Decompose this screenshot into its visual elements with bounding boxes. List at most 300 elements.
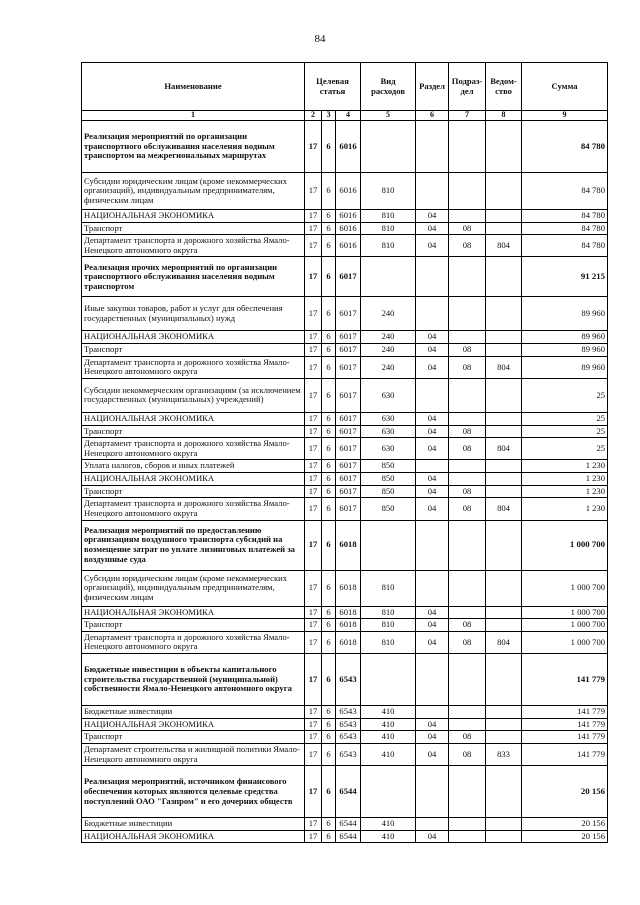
- row-sum: 25: [522, 425, 608, 438]
- table-row: [82, 209, 608, 222]
- row-name: Субсидии юридическим лицам (кроме некоммерческих организаций), индивидуальным предпринимателям, физическим лицам: [82, 570, 305, 606]
- row-c3: 6: [322, 356, 336, 378]
- row-name: Реализация мероприятий по организации транспортного обслуживания населения водным транспортом на межрегиональных маршрутах: [82, 120, 305, 172]
- row-section: 04: [416, 235, 449, 257]
- row-section: [416, 172, 449, 209]
- row-c4: 6544: [336, 830, 361, 843]
- row-c2: 17: [305, 743, 322, 765]
- table-row: [82, 356, 608, 378]
- row-name: Департамент транспорта и дорожного хозяйства Ямало-Ненецкого автономного округа: [82, 438, 305, 460]
- row-expense-type: [361, 120, 416, 172]
- row-subsection: [449, 570, 486, 606]
- row-subsection: [449, 473, 486, 486]
- row-c3: 6: [322, 766, 336, 818]
- table-row: [82, 344, 608, 357]
- row-expense-type: 410: [361, 818, 416, 831]
- row-name: Департамент транспорта и дорожного хозяйства Ямало-Ненецкого автономного округа: [82, 498, 305, 520]
- table-row: [82, 619, 608, 632]
- row-expense-type: 410: [361, 830, 416, 843]
- row-c3: 6: [322, 498, 336, 520]
- table-row: [82, 331, 608, 344]
- table-row: [82, 120, 608, 172]
- row-department: [486, 412, 522, 425]
- row-c2: 17: [305, 172, 322, 209]
- row-sum: 89 960: [522, 331, 608, 344]
- row-section: 04: [416, 498, 449, 520]
- row-c4: 6017: [336, 425, 361, 438]
- row-department: [486, 120, 522, 172]
- row-sum: 89 960: [522, 356, 608, 378]
- page-number: 84: [314, 33, 326, 45]
- row-subsection: [449, 297, 486, 331]
- row-name: НАЦИОНАЛЬНАЯ ЭКОНОМИКА: [82, 830, 305, 843]
- row-c3: 6: [322, 570, 336, 606]
- row-c4: 6017: [336, 297, 361, 331]
- table-row: [82, 706, 608, 719]
- row-sum: 25: [522, 412, 608, 425]
- row-c3: 6: [322, 619, 336, 632]
- row-expense-type: 850: [361, 498, 416, 520]
- row-section: 04: [416, 438, 449, 460]
- row-c4: 6543: [336, 731, 361, 744]
- row-c3: 6: [322, 460, 336, 473]
- row-section: 04: [416, 425, 449, 438]
- row-subsection: 08: [449, 731, 486, 744]
- row-expense-type: 240: [361, 356, 416, 378]
- row-subsection: 08: [449, 222, 486, 235]
- row-subsection: [449, 378, 486, 412]
- row-sum: 20 156: [522, 766, 608, 818]
- row-expense-type: 810: [361, 606, 416, 619]
- row-name: Бюджетные инвестиции в объекты капитального строительства государственной (муниципальной) собственности Ямало-Ненецкого автономного округа: [82, 654, 305, 706]
- row-section: 04: [416, 631, 449, 653]
- row-sum: 141 779: [522, 743, 608, 765]
- row-expense-type: 810: [361, 222, 416, 235]
- row-c3: 6: [322, 235, 336, 257]
- row-subsection: 08: [449, 498, 486, 520]
- row-sum: 91 215: [522, 257, 608, 297]
- row-department: [486, 818, 522, 831]
- row-department: [486, 706, 522, 719]
- row-name: Департамент транспорта и дорожного хозяйства Ямало-Ненецкого автономного округа: [82, 356, 305, 378]
- row-subsection: 08: [449, 438, 486, 460]
- header-expense-type: Вид расходов: [361, 63, 416, 111]
- row-c3: 6: [322, 378, 336, 412]
- row-name: НАЦИОНАЛЬНАЯ ЭКОНОМИКА: [82, 412, 305, 425]
- row-c2: 17: [305, 731, 322, 744]
- row-department: 804: [486, 356, 522, 378]
- table-row: [82, 438, 608, 460]
- row-expense-type: 630: [361, 425, 416, 438]
- row-c4: 6544: [336, 766, 361, 818]
- row-sum: 1 000 700: [522, 570, 608, 606]
- row-section: [416, 570, 449, 606]
- row-c3: 6: [322, 222, 336, 235]
- row-sum: 1 000 700: [522, 619, 608, 632]
- row-department: [486, 172, 522, 209]
- row-c2: 17: [305, 654, 322, 706]
- row-c3: 6: [322, 731, 336, 744]
- row-name: Транспорт: [82, 731, 305, 744]
- column-number-row: [82, 111, 608, 121]
- row-sum: 1 230: [522, 485, 608, 498]
- row-subsection: 08: [449, 344, 486, 357]
- header-name: Наименование: [82, 63, 305, 111]
- row-c2: 17: [305, 718, 322, 731]
- row-sum: 89 960: [522, 297, 608, 331]
- row-name: Уплата налогов, сборов и иных платежей: [82, 460, 305, 473]
- row-c2: 17: [305, 356, 322, 378]
- row-subsection: [449, 460, 486, 473]
- row-section: [416, 297, 449, 331]
- row-department: 804: [486, 438, 522, 460]
- row-c4: 6017: [336, 498, 361, 520]
- row-c4: 6543: [336, 718, 361, 731]
- column-number: 7: [449, 111, 486, 121]
- row-sum: 84 780: [522, 222, 608, 235]
- row-sum: 25: [522, 378, 608, 412]
- row-expense-type: 850: [361, 485, 416, 498]
- row-department: [486, 731, 522, 744]
- row-expense-type: [361, 766, 416, 818]
- row-department: [486, 718, 522, 731]
- table-row: [82, 460, 608, 473]
- row-c4: 6543: [336, 654, 361, 706]
- row-c3: 6: [322, 606, 336, 619]
- row-sum: 1 230: [522, 460, 608, 473]
- row-expense-type: [361, 520, 416, 570]
- table-row: [82, 172, 608, 209]
- row-c4: 6017: [336, 331, 361, 344]
- table-row: [82, 606, 608, 619]
- row-name: Субсидии некоммерческим организациям (за исключением государственных (муниципальных) учреждений): [82, 378, 305, 412]
- row-expense-type: 630: [361, 438, 416, 460]
- row-section: [416, 706, 449, 719]
- row-c3: 6: [322, 331, 336, 344]
- row-department: 833: [486, 743, 522, 765]
- row-c3: 6: [322, 654, 336, 706]
- row-name: НАЦИОНАЛЬНАЯ ЭКОНОМИКА: [82, 606, 305, 619]
- row-c4: 6017: [336, 257, 361, 297]
- row-expense-type: 410: [361, 706, 416, 719]
- row-c3: 6: [322, 120, 336, 172]
- row-section: 04: [416, 619, 449, 632]
- row-c2: 17: [305, 830, 322, 843]
- row-section: [416, 120, 449, 172]
- row-c4: 6018: [336, 520, 361, 570]
- row-section: 04: [416, 606, 449, 619]
- row-name: НАЦИОНАЛЬНАЯ ЭКОНОМИКА: [82, 718, 305, 731]
- row-section: [416, 460, 449, 473]
- row-c4: 6016: [336, 209, 361, 222]
- row-sum: 20 156: [522, 830, 608, 843]
- row-c2: 17: [305, 378, 322, 412]
- row-c2: 17: [305, 498, 322, 520]
- row-c4: 6017: [336, 473, 361, 486]
- row-section: 04: [416, 412, 449, 425]
- row-c2: 17: [305, 520, 322, 570]
- row-department: [486, 297, 522, 331]
- table-row: [82, 631, 608, 653]
- row-name: Реализация мероприятий, источником финансового обеспечения которых являются целевые средства поступлений ОАО "Газпром" и его дочерних обществ: [82, 766, 305, 818]
- row-department: [486, 257, 522, 297]
- row-section: 04: [416, 344, 449, 357]
- row-expense-type: 410: [361, 731, 416, 744]
- row-c3: 6: [322, 412, 336, 425]
- row-expense-type: 810: [361, 209, 416, 222]
- row-c2: 17: [305, 331, 322, 344]
- row-c2: 17: [305, 485, 322, 498]
- row-expense-type: 810: [361, 631, 416, 653]
- row-name: Реализация прочих мероприятий по организации транспортного обслуживания населения водным транспортом: [82, 257, 305, 297]
- row-subsection: 08: [449, 425, 486, 438]
- row-sum: 89 960: [522, 344, 608, 357]
- column-number: 5: [361, 111, 416, 121]
- row-c3: 6: [322, 473, 336, 486]
- row-c4: 6017: [336, 344, 361, 357]
- table-row: [82, 830, 608, 843]
- row-subsection: [449, 606, 486, 619]
- row-section: [416, 378, 449, 412]
- column-number: 3: [322, 111, 336, 121]
- row-c2: 17: [305, 438, 322, 460]
- row-name: Транспорт: [82, 222, 305, 235]
- row-c4: 6018: [336, 619, 361, 632]
- row-department: [486, 570, 522, 606]
- row-c3: 6: [322, 172, 336, 209]
- row-c2: 17: [305, 606, 322, 619]
- row-subsection: 08: [449, 485, 486, 498]
- row-department: [486, 606, 522, 619]
- row-department: [486, 425, 522, 438]
- column-number: 6: [416, 111, 449, 121]
- row-department: [486, 766, 522, 818]
- row-c4: 6017: [336, 378, 361, 412]
- row-department: [486, 331, 522, 344]
- row-sum: 141 779: [522, 718, 608, 731]
- row-sum: 1 000 700: [522, 631, 608, 653]
- row-c4: 6016: [336, 120, 361, 172]
- row-department: [486, 520, 522, 570]
- row-c3: 6: [322, 257, 336, 297]
- row-name: Транспорт: [82, 485, 305, 498]
- row-department: 804: [486, 235, 522, 257]
- row-c4: 6544: [336, 818, 361, 831]
- table-row: [82, 766, 608, 818]
- table-row: [82, 473, 608, 486]
- row-name: Субсидии юридическим лицам (кроме некоммерческих организаций), индивидуальным предпринимателям, физическим лицам: [82, 172, 305, 209]
- row-expense-type: 810: [361, 619, 416, 632]
- row-c4: 6017: [336, 460, 361, 473]
- header-department: Ведом-ство: [486, 63, 522, 111]
- row-expense-type: 410: [361, 743, 416, 765]
- row-name: Бюджетные инвестиции: [82, 706, 305, 719]
- row-section: [416, 520, 449, 570]
- row-subsection: [449, 257, 486, 297]
- row-c4: 6016: [336, 235, 361, 257]
- header-subsection: Подраз-дел: [449, 63, 486, 111]
- row-expense-type: 810: [361, 172, 416, 209]
- row-section: 04: [416, 222, 449, 235]
- table-body: [82, 120, 608, 843]
- row-section: [416, 654, 449, 706]
- row-section: 04: [416, 718, 449, 731]
- row-c3: 6: [322, 706, 336, 719]
- header-section: Раздел: [416, 63, 449, 111]
- row-c2: 17: [305, 570, 322, 606]
- row-expense-type: 410: [361, 718, 416, 731]
- table-row: [82, 222, 608, 235]
- row-expense-type: [361, 257, 416, 297]
- budget-table: [81, 62, 608, 843]
- row-expense-type: 630: [361, 412, 416, 425]
- row-department: [486, 473, 522, 486]
- row-sum: 84 780: [522, 209, 608, 222]
- table-row: [82, 718, 608, 731]
- row-c3: 6: [322, 520, 336, 570]
- row-c3: 6: [322, 297, 336, 331]
- row-name: Бюджетные инвестиции: [82, 818, 305, 831]
- row-c3: 6: [322, 718, 336, 731]
- row-section: [416, 766, 449, 818]
- row-c3: 6: [322, 438, 336, 460]
- row-c2: 17: [305, 120, 322, 172]
- row-sum: 84 780: [522, 172, 608, 209]
- row-expense-type: 240: [361, 344, 416, 357]
- row-department: 804: [486, 498, 522, 520]
- table-row: [82, 257, 608, 297]
- table-row: [82, 743, 608, 765]
- row-c4: 6016: [336, 172, 361, 209]
- row-expense-type: 240: [361, 297, 416, 331]
- table-row: [82, 520, 608, 570]
- row-name: Реализация мероприятий по предоставлению организациям воздушного транспорта субсидий на возмещение затрат по уплате лизинговых платежей за воздушные суда: [82, 520, 305, 570]
- column-number: 9: [522, 111, 608, 121]
- column-number: 1: [82, 111, 305, 121]
- table-row: [82, 818, 608, 831]
- row-c4: 6017: [336, 412, 361, 425]
- row-department: [486, 830, 522, 843]
- row-subsection: [449, 818, 486, 831]
- row-c4: 6543: [336, 743, 361, 765]
- table-row: [82, 485, 608, 498]
- row-subsection: [449, 209, 486, 222]
- row-subsection: [449, 830, 486, 843]
- row-section: 04: [416, 830, 449, 843]
- row-c2: 17: [305, 619, 322, 632]
- row-c3: 6: [322, 485, 336, 498]
- row-section: [416, 818, 449, 831]
- column-number: 8: [486, 111, 522, 121]
- row-subsection: 08: [449, 235, 486, 257]
- row-department: [486, 344, 522, 357]
- row-sum: 1 230: [522, 473, 608, 486]
- row-department: [486, 485, 522, 498]
- row-sum: 84 780: [522, 120, 608, 172]
- row-expense-type: [361, 654, 416, 706]
- table-row: [82, 498, 608, 520]
- row-subsection: [449, 172, 486, 209]
- row-c2: 17: [305, 425, 322, 438]
- row-subsection: 08: [449, 356, 486, 378]
- row-c3: 6: [322, 830, 336, 843]
- row-department: [486, 222, 522, 235]
- row-section: 04: [416, 473, 449, 486]
- row-expense-type: 850: [361, 460, 416, 473]
- row-subsection: [449, 120, 486, 172]
- row-name: Транспорт: [82, 619, 305, 632]
- row-section: [416, 257, 449, 297]
- row-c4: 6018: [336, 606, 361, 619]
- row-subsection: [449, 331, 486, 344]
- row-c2: 17: [305, 297, 322, 331]
- row-c3: 6: [322, 344, 336, 357]
- row-expense-type: 810: [361, 235, 416, 257]
- table-header: [82, 63, 608, 121]
- row-section: 04: [416, 485, 449, 498]
- row-name: Иные закупки товаров, работ и услуг для обеспечения государственных (муниципальных) нужд: [82, 297, 305, 331]
- table-row: [82, 654, 608, 706]
- row-c4: 6543: [336, 706, 361, 719]
- row-sum: 1 230: [522, 498, 608, 520]
- table-row: [82, 378, 608, 412]
- row-name: НАЦИОНАЛЬНАЯ ЭКОНОМИКА: [82, 473, 305, 486]
- row-c2: 17: [305, 818, 322, 831]
- row-department: [486, 619, 522, 632]
- row-sum: 1 000 700: [522, 520, 608, 570]
- row-subsection: [449, 412, 486, 425]
- row-sum: 84 780: [522, 235, 608, 257]
- column-number: 2: [305, 111, 322, 121]
- row-c2: 17: [305, 235, 322, 257]
- header-sum: Сумма: [522, 63, 608, 111]
- row-department: [486, 209, 522, 222]
- row-c3: 6: [322, 631, 336, 653]
- table-row: [82, 731, 608, 744]
- row-c2: 17: [305, 460, 322, 473]
- row-expense-type: 240: [361, 331, 416, 344]
- table-row: [82, 412, 608, 425]
- row-expense-type: 850: [361, 473, 416, 486]
- row-expense-type: 630: [361, 378, 416, 412]
- row-department: [486, 654, 522, 706]
- row-sum: 20 156: [522, 818, 608, 831]
- table-row: [82, 425, 608, 438]
- row-department: 804: [486, 631, 522, 653]
- row-c2: 17: [305, 257, 322, 297]
- row-section: 04: [416, 209, 449, 222]
- row-name: НАЦИОНАЛЬНАЯ ЭКОНОМИКА: [82, 209, 305, 222]
- row-department: [486, 460, 522, 473]
- row-c4: 6017: [336, 356, 361, 378]
- row-department: [486, 378, 522, 412]
- row-subsection: [449, 766, 486, 818]
- row-name: Департамент транспорта и дорожного хозяйства Ямало-Ненецкого автономного округа: [82, 631, 305, 653]
- row-subsection: [449, 654, 486, 706]
- row-c2: 17: [305, 631, 322, 653]
- column-number: 4: [336, 111, 361, 121]
- row-c3: 6: [322, 743, 336, 765]
- row-c4: 6018: [336, 570, 361, 606]
- row-name: Департамент транспорта и дорожного хозяйства Ямало-Ненецкого автономного округа: [82, 235, 305, 257]
- row-subsection: [449, 718, 486, 731]
- row-c2: 17: [305, 412, 322, 425]
- row-c4: 6016: [336, 222, 361, 235]
- row-c2: 17: [305, 706, 322, 719]
- row-name: Департамент строительства и жилищной политики Ямало-Ненецкого автономного округа: [82, 743, 305, 765]
- row-sum: 141 779: [522, 706, 608, 719]
- row-c3: 6: [322, 818, 336, 831]
